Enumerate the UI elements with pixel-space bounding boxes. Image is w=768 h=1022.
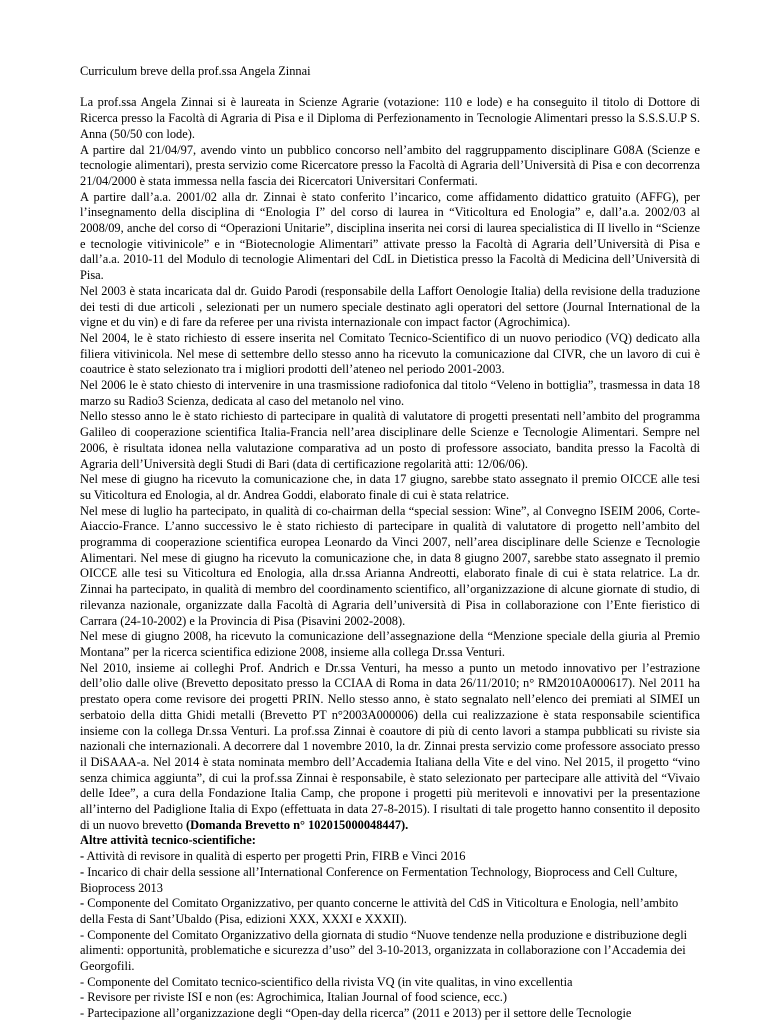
paragraph-2006-galileo: Nello stesso anno le è stato richiesto di partecipare in qualità di valutatore di progetti presentati nell’ambito del programma Galileo di cooperazione scientifica Italia-Francia nell’area disciplinare delle Scienze e Tecnologie Alimentari. Sempre nel 2006, è risultata idonea nella valutazione comparativa ad un posto di professore associato, bandita presso la Facoltà di Agraria dell’Università degli Studi di Bari (data di certificazione regolarità atti: 12/06/06). xyxy=(80,409,700,471)
paragraph-june-oicce: Nel mese di giugno ha ricevuto la comunicazione che, in data 17 giugno, sarebbe stato assegnato il premio OICCE alle tesi su Viticoltura ed Enologia, al dr. Andrea Goddi, elaborato finale di cui è stata relatrice. xyxy=(80,472,700,502)
list-item-text: Componente del Comitato Organizzativo, per quanto concerne le attività del CdS in Viticoltura e Enologia, nell’ambito della Festa di Sant’Ubaldo (Pisa, edizioni XXX, XXXI e XXXII). xyxy=(80,896,679,926)
list-item xyxy=(80,1006,700,1022)
document-title: Curriculum breve della prof.ssa Angela Zinnai xyxy=(80,64,311,78)
list-dash: - xyxy=(80,849,85,864)
list-item xyxy=(80,975,700,991)
paragraph-researcher: A partire dal 21/04/97, avendo vinto un pubblico concorso nell’ambito del raggruppamento disciplinare G08A (Scienze e tecnologie alimentari), presta servizio come Ricercatore presso la Facoltà di Agraria dell’Università di Pisa e con decorrenza 21/04/2000 è stata immessa nella fascia dei Ricercatori Universitari Confermati. xyxy=(80,142,700,188)
list-item xyxy=(80,865,700,896)
list-item-text: Revisore per riviste ISI e non (es: Agrochimica, Italian Journal of food science, ecc.) xyxy=(84,990,507,1005)
paragraph-teaching: A partire dall’a.a. 2001/02 alla dr. Zinnai è stato conferito l’incarico, come affidamento didattico gratuito (AFFG), per l’insegnamento della disciplina di “Enologia I” del corso di laurea in “Viticoltura ed Enologia” e, dall’a.a. 2002/03 al 2008/09, anche del corso di “Operazioni Unitarie”, disciplina inserita nei corsi di laurea specialistica di II livello in “Scienze e tecnologie vitivinicole” e in “Biotecnologie Alimentari” attivate presso la Facoltà di Agraria dell’Università di Pisa e dall’a.a. 2010-11 del Modulo di tecnologie Alimentari del CdL in Dietistica presso la Facoltà di Medicina dell’Università di Pisa. xyxy=(80,189,700,283)
list-item xyxy=(80,990,700,1006)
paragraph-2004: Nel 2004, le è stato richiesto di essere inserita nel Comitato Tecnico-Scientifico di un nuovo periodico (VQ) dedicato alla filiera vitivinicola. Nel mese di settembre dello stesso anno ha ricevuto la comunicazione dal CIVR, che un lavoro di cui è coautrice è stato selezionato tra i migliori prodotti dell’ateneo nel periodo 2001-2003. xyxy=(80,330,700,377)
list-dash: - xyxy=(80,1006,85,1021)
list-dash: - xyxy=(80,864,85,879)
list-dash: - xyxy=(80,974,85,989)
paragraph-2010-patent xyxy=(80,661,700,834)
list-item-text: Incarico di chair della sessione all’International Conference on Fermentation Technology, Bioprocess and Cell Culture, Bioprocess 2013 xyxy=(80,864,678,895)
list-dash: - xyxy=(80,927,85,942)
patent-application-number: (Domanda Brevetto n° 102015000048447). xyxy=(186,817,409,832)
paragraph-july-iseim: Nel mese di luglio ha partecipato, in qualità di co-chairman della “special session: Wine”, al Convegno ISEIM 2006, Corte-Aiaccio-France. L’anno successivo le è stato richiesto di partecipare in qualità di valutatore di progetto nell’ambito del programma di cooperazione scientifica europea Leonardo da Vinci 2007, nell’area disciplinare delle Scienze e Tecnologie Alimentari. Nel mese di giugno ha ricevuto la comunicazione che, in data 8 giugno 2007, sarebbe stato assegnato il premio OICCE alle tesi su Viticoltura ed Enologia, alla dr.ssa Arianna Andreotti, elaborato finale di cui è stata relatrice. La dr. Zinnai ha partecipato, in qualità di membro del coordinamento scientifico, all’organizzazione di alcune giornate di studio, di rilevanza nazionale, organizzate dalla Facoltà di Agraria dell’università di Pisa in collaborazione con l’Ente fieristico di Carrara (24-10-2002) e la Provincia di Pisa (Pisavini 2002-2008). xyxy=(80,503,700,628)
paragraph-2006-radio: Nel 2006 le è stato chiesto di intervenire in una trasmissione radiofonica dal titolo “Veleno in bottiglia”, trasmessa in data 18 marzo su Radio3 Scienza, dedicata al caso del metanolo nel vino. xyxy=(80,378,700,408)
paragraph-2008-montana: Nel mese di giugno 2008, ha ricevuto la comunicazione dell’assegnazione della “Menzione speciale della giuria al Premio Montana” per la ricerca scientifica edizione 2008, insieme alla collega Dr.ssa Venturi. xyxy=(80,629,700,659)
paragraph-education: La prof.ssa Angela Zinnai si è laureata in Scienze Agrarie (votazione: 110 e lode) e ha conseguito il titolo di Dottore di Ricerca presso la Facoltà di Agraria di Pisa e il Diploma di Perfezionamento in Tecnologie Alimentari presso la S.S.S.U.P S. Anna (50/50 con lode). xyxy=(80,95,700,141)
list-dash: - xyxy=(80,990,85,1005)
list-item-text: Partecipazione all’organizzazione degli “Open-day della ricerca” (2011 e 2013) per il settore delle Tecnologie xyxy=(84,1006,632,1021)
section-title-other-activities: Altre attività tecnico-scientifiche: xyxy=(80,833,256,848)
list-item xyxy=(80,896,700,927)
paragraph-2010-text: Nel 2010, insieme ai colleghi Prof. Andrich e Dr.ssa Venturi, ha messo a punto un metodo innovativo per l’estrazione dell’olio dalle olive (Brevetto depositato presso la CCIAA di Roma in data 26/11/2010; n° RM2010A000617). Nel 2011 ha prestato opera come revisore dei progetti PRIN. Nello stesso anno, è stato segnalato nell’elenco dei premiati al SIMEI un serbatoio della ditta Ghidi metalli (Brevetto PT n°2003A000006) della cui realizzazione è stata responsabile scientifica insieme con la collega Dr.ssa Venturi. La prof.ssa Zinnai è coautore di più di cento lavori a stampa pubblicati su riviste sia nazionali che internazionali. A decorrere dal 1 novembre 2010, la dr. Zinnai presta servizio come professore associato presso il DiSAAA-a. Nel 2014 è stata nominata membro dell’Accademia Italiana della Vite e del vino. Nel 2015, il progetto “vino senza chimica aggiunta”, di cui la prof.ssa Zinnai è responsabile, è stato selezionato per partecipare alle attività del “Vivaio delle Idee”, a cura della Fondazione Italia Camp, che propone i progetti più meritevoli e innovativi per la presentazione all’interno del Padiglione Italia di Expo (effettuata in data 27-8-2015). I risultati di tale progetto hanno consentito il deposito di un nuovo brevetto xyxy=(80,660,700,832)
list-item-text: Componente del Comitato Organizzativo della giornata di studio “Nuove tendenze nella produzione e distribuzione degli alimenti: opportunità, problematiche e sicurezza d’uso” del 3-10-2013, organizzata in collaborazione con l’Accademia dei Georgofili. xyxy=(80,927,688,974)
paragraph-2003: Nel 2003 è stata incaricata dal dr. Guido Parodi (responsabile della Laffort Oenologie Italia) della revisione della traduzione dei testi di due articoli , selezionati per un numero speciale destinato agli operatori del settore (Journal International de la vigne et du vin) e di fare da referee per una rivista internazionale con impact factor (Agrochimica). xyxy=(80,283,700,330)
activity-list xyxy=(80,849,700,1022)
document-page xyxy=(80,64,700,1022)
list-item-text: Componente del Comitato tecnico-scientifico della rivista VQ (in vite qualitas, in vino excellentia xyxy=(84,974,573,989)
list-dash: - xyxy=(80,896,85,911)
list-item xyxy=(80,928,700,975)
list-item xyxy=(80,849,700,865)
list-item-text: Attività di revisore in qualità di esperto per progetti Prin, FIRB e Vinci 2016 xyxy=(84,849,466,864)
